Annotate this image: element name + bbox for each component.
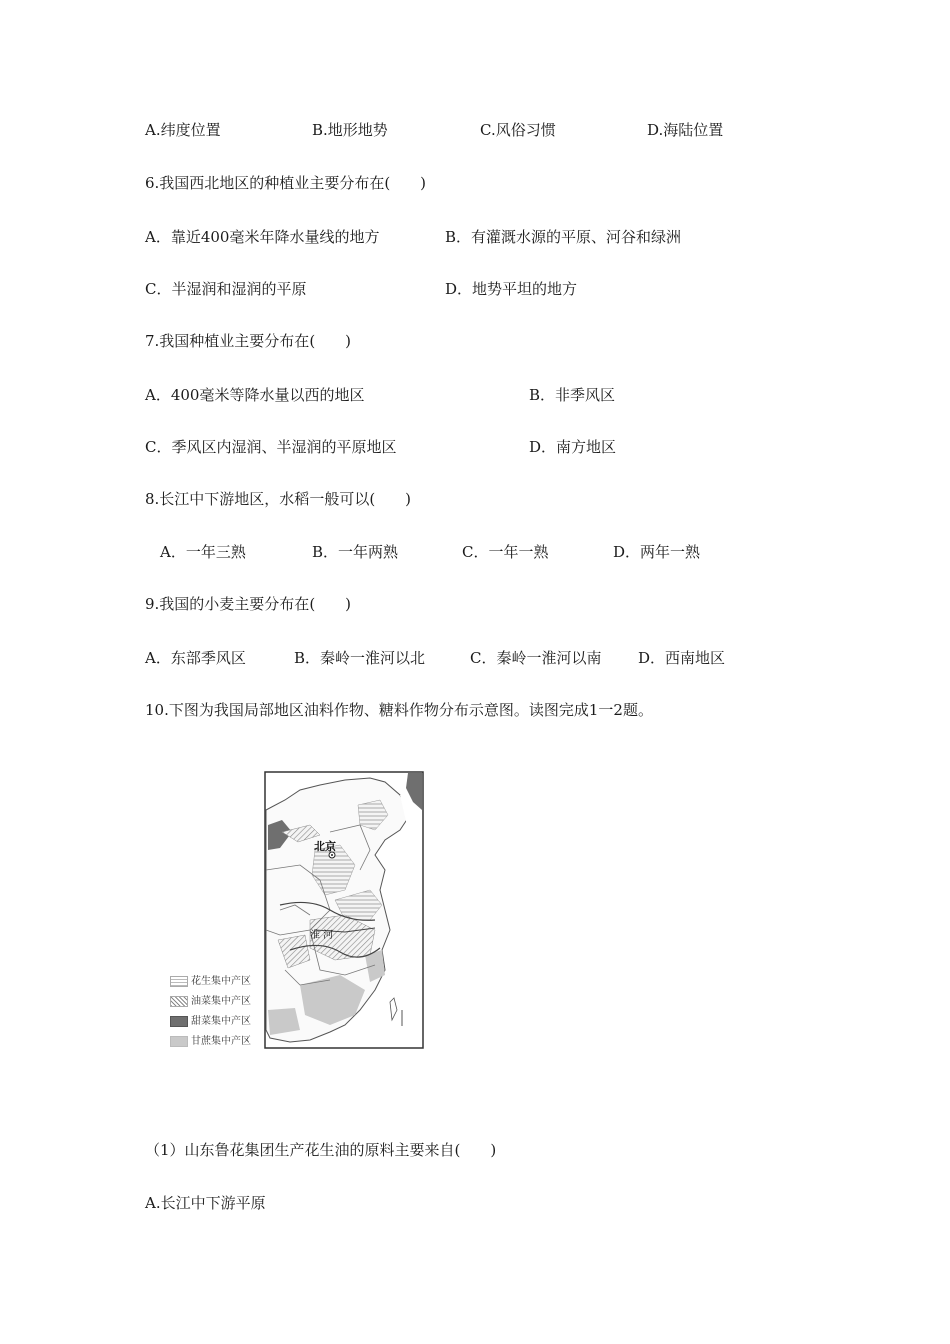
peanut-swatch (170, 976, 188, 987)
q8-option-c: C．一年一熟 (462, 543, 549, 561)
q7-option-d: D．南方地区 (529, 438, 617, 456)
legend-peanut: 花生集中产区 (170, 972, 270, 992)
beet-swatch (170, 1016, 188, 1027)
q6-option-a: A．靠近400毫米年降水量线的地方 (145, 228, 380, 246)
q8-option-d: D．两年一熟 (613, 543, 701, 561)
beijing-label: 北京 (314, 840, 336, 853)
q6-option-b: B．有灌溉水源的平原、河谷和绿洲 (445, 228, 682, 246)
cane-swatch (170, 1036, 188, 1047)
q6-option-d: D．地势平坦的地方 (445, 280, 578, 298)
q9-option-c: C．秦岭一淮河以南 (470, 649, 602, 667)
q9-option-d: D．西南地区 (638, 649, 726, 667)
q5-option-a: A.纬度位置 (145, 121, 221, 139)
q8-stem: 8.长江中下游地区，水稻一般可以( ) (145, 490, 412, 508)
q9-option-b: B．秦岭一淮河以北 (294, 649, 426, 667)
q8-option-b: B．一年两熟 (312, 543, 399, 561)
q7-option-a: A．400毫米等降水量以西的地区 (145, 386, 365, 404)
q6-stem: 6.我国西北地区的种植业主要分布在( ) (145, 174, 427, 192)
q10-sub1-option-a: A.长江中下游平原 (145, 1194, 266, 1212)
q10-stem: 10.下图为我国局部地区油料作物、糖料作物分布示意图。读图完成1一2题。 (145, 701, 653, 719)
q7-option-b: B．非季风区 (529, 386, 616, 404)
q6-option-c: C．半湿润和湿润的平原 (145, 280, 307, 298)
q10-sub1-stem: （1）山东鲁花集团生产花生油的原料主要来自( ) (145, 1141, 497, 1159)
map-legend (170, 972, 270, 1052)
q7-option-c: C．季风区内湿润、半湿润的平原地区 (145, 438, 397, 456)
legend-beet: 甜菜集中产区 (170, 1012, 270, 1032)
q9-stem: 9.我国的小麦主要分布在( ) (145, 595, 352, 613)
q5-option-c: C.风俗习惯 (480, 121, 556, 139)
q8-option-a: A．一年三熟 (160, 543, 246, 561)
legend-rape: 油菜集中产区 (170, 992, 270, 1012)
legend-cane: 甘蔗集中产区 (170, 1032, 270, 1052)
q9-option-a: A．东部季风区 (145, 649, 246, 667)
q5-option-d: D.海陆位置 (647, 121, 724, 139)
q5-option-b: B.地形地势 (312, 121, 388, 139)
huai-river-label: 淮 河 (310, 930, 334, 941)
crop-distribution-map (170, 770, 428, 1050)
rape-swatch (170, 996, 188, 1007)
q7-stem: 7.我国种植业主要分布在( ) (145, 332, 352, 350)
